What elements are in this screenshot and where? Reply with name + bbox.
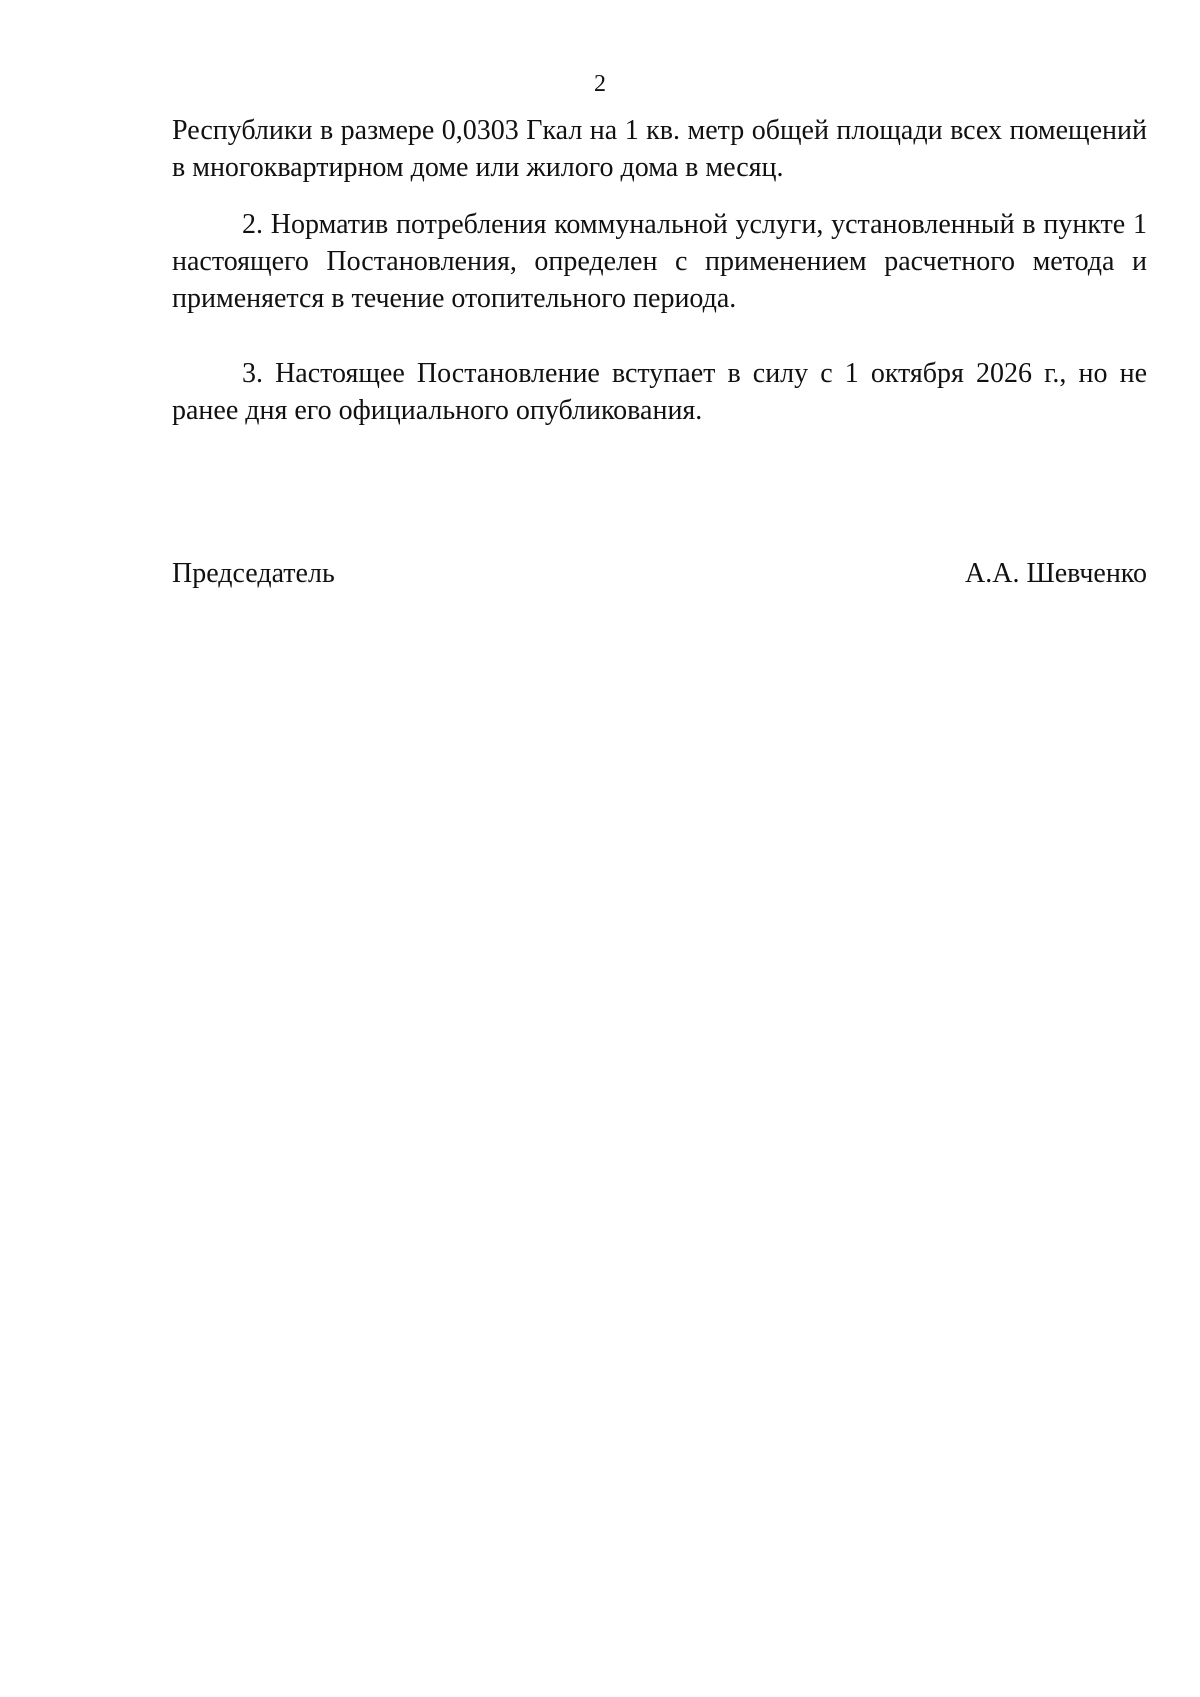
signatory-name: А.А. Шевченко [965, 558, 1147, 589]
signatory-position: Председатель [172, 558, 335, 589]
signature-block [172, 555, 1147, 592]
document-body [172, 112, 1147, 429]
page-number: 2 [594, 71, 606, 97]
paragraph-continuation: Республики в размере 0,0303 Гкал на 1 кв. метр общей площади всех помещений в многоквартирном доме или жилого дома в месяц. [172, 115, 1147, 183]
paragraph-clause-3: 3. Настоящее Постановление вступает в силу с 1 октября 2026 г., но не ранее дня его официального опубликования. [172, 358, 1147, 426]
paragraph-clause-2: 2. Норматив потребления коммунальной услуги, установленный в пункте 1 настоящего Постановления, определен с применением расчетного метода и применяется в течение отопительного периода. [172, 209, 1147, 314]
